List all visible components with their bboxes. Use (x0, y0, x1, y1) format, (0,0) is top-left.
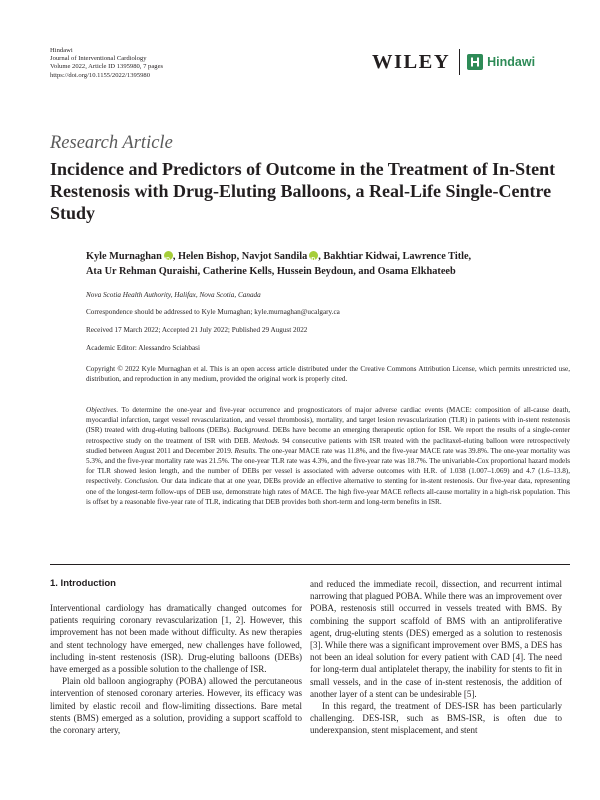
hindawi-logo (467, 54, 535, 70)
section-divider (50, 564, 570, 565)
author-segment-2[interactable]: , Helen Bishop, Navjot Sandila (172, 251, 308, 262)
abstract (86, 405, 570, 507)
academic-editor: Academic Editor: Alessandro Sciahbasi (86, 344, 200, 352)
correspondence: Correspondence should be addressed to Kyle Murnaghan; kyle.murnaghan@ucalgary.ca (86, 308, 340, 316)
abstract-conclusion-label: Conclusion. (122, 477, 159, 486)
abstract-background-label: Background. (230, 426, 271, 435)
abstract-conclusion: Our data indicate that at one year, DEBs provide an effective alternative to stenting for in-stent restenosis. Our five-year data, representing one of the longest-term follow-ups of DEB use, demonstrate high rates of MACE. The high five-year MACE reflects all-cause mortality in a high-risk population. This is offset by a reasonable five-year rate of TLR, indicating that DEB provides both short-term and long-term benefits in ISR. (86, 477, 570, 506)
intro-right-column (310, 578, 562, 737)
section-heading-introduction: 1. Introduction (50, 578, 116, 589)
journal-name: Journal of Interventional Cardiology (50, 55, 147, 63)
intro-paragraph: and reduced the immediate recoil, dissection, and recurrent intimal narrowing that plagued POBA. While there was an improvement over POBA, restenosis still occurred in vessels treated with BMS. By combining the support scaffold of BMS with an antiproliferative agent, drug-eluting stents (DES) emerged as a solution to restenosis [3]. While there was a significant improvement over BMS, a DES has not been an ideal solution for every patient with CAD [4]. The need for long-term dual antiplatelet therapy, the inability for stents to fit in small vessels, and in the case of in-stent restenosis, the addition of another layer of a stent can be undesirable [5]. (310, 579, 562, 699)
journal-metadata (50, 47, 163, 80)
intro-left-column (50, 602, 302, 736)
logo-divider (459, 49, 460, 75)
article-type: Research Article (50, 133, 173, 153)
author-line-1 (86, 249, 566, 264)
article-title: Incidence and Predictors of Outcome in the Treatment of In-Stent Restenosis with Drug-Eluting Balloons, a Real-Life Single-Centre Study (50, 159, 556, 223)
intro-paragraph: Plain old balloon angiography (POBA) allowed the percutaneous intervention of stenosed coronary arteries. However, its efficacy was limited by elastic recoil and flow-limiting dissections. Bare metal stents (BMS) emerged as a solution, providing a support scaffold to the coronary artery, (50, 676, 302, 736)
doi-link[interactable]: https://doi.org/10.1155/2022/1395980 (50, 71, 151, 79)
hindawi-icon (467, 54, 483, 70)
author-kyle[interactable]: Kyle Murnaghan (86, 251, 162, 262)
abstract-objectives-label: Objectives. (86, 406, 119, 414)
abstract-results-label: Results. (232, 446, 258, 455)
intro-paragraph: In this regard, the treatment of DES-ISR has been particularly challenging. DES-ISR, such as BMS-ISR, is often due to underexpansion, stent misplacement, and stent (310, 701, 562, 736)
hindawi-wordmark: Hindawi (487, 55, 536, 69)
orcid-icon[interactable] (309, 251, 318, 260)
abstract-objectives: To determine the one-year and five-year occurrence and prognosticators of major adverse cardiac events (MACE: composition of all-cause death, myocardial infarction, target vessel revascularization, and vessel thrombosis), mortality, and target lesion revascularization (TLR) in patients with in-stent restenosis (ISR) treated with drug-eluting balloons (DEBs). (86, 406, 570, 435)
publisher-logos (372, 48, 535, 76)
author-segment-3[interactable]: , Bakhtiar Kidwai, Lawrence Title, (318, 251, 472, 262)
author-line-2[interactable]: Ata Ur Rehman Quraishi, Catherine Kells, Hussein Beydoun, and Osama Elkhateeb (86, 266, 456, 277)
orcid-icon[interactable] (164, 251, 173, 260)
publisher-name: Hindawi (50, 47, 73, 54)
abstract-background: DEBs have become an emerging therapeutic option for ISR. We report the results of a single-center retrospective study on the treatment of ISR with DEB. (86, 426, 570, 445)
abstract-results: The one-year MACE rate was 11.8%, and the five-year MACE rate was 39.8%. The one-year mortality was 5.3%, and the five-year mortality rate was 21.5%. The one-year TLR rate was 4.3%, and the five-year rate was 18.7%. The univariable-Cox proportional hazard models for TLR showed lesion length, and the number of DEBs per vessel is associated with adverse outcomes with H.R. of 1.038 (1.007–1.069) and 4.7 (1.6–13.8), respectively. (86, 446, 571, 486)
abstract-methods-label: Methods. (250, 436, 280, 445)
wiley-logo: WILEY (372, 50, 451, 73)
affiliation: Nova Scotia Health Authority, Halifax, Nova Scotia, Canada (86, 291, 261, 299)
dates: Received 17 March 2022; Accepted 21 July 2022; Published 29 August 2022 (86, 326, 308, 334)
author-list (86, 249, 566, 279)
intro-paragraph: Interventional cardiology has dramatically changed outcomes for patients requiring coronary revascularization [1, 2]. However, this improvement has not been made without difficulty. As new therapies and stent technology have emerged, new challenges have followed, including in-stent restenosis (ISR). Drug-eluting balloons (DEBs) have emerged as a possible solution to the challenge of ISR. (50, 603, 302, 675)
abstract-methods: 94 consecutive patients with ISR treated with the paclitaxel-eluting balloon were retrospectively studied between August 2011 and December 2019. (86, 436, 570, 455)
copyright-notice: Copyright © 2022 Kyle Murnaghan et al. This is an open access article distributed under the Creative Commons Attribution License, which permits unrestricted use, distribution, and reproduction in any medium, provided the original work is properly cited. (86, 365, 570, 384)
volume-line: Volume 2022, Article ID 1395980, 7 pages (50, 63, 164, 71)
